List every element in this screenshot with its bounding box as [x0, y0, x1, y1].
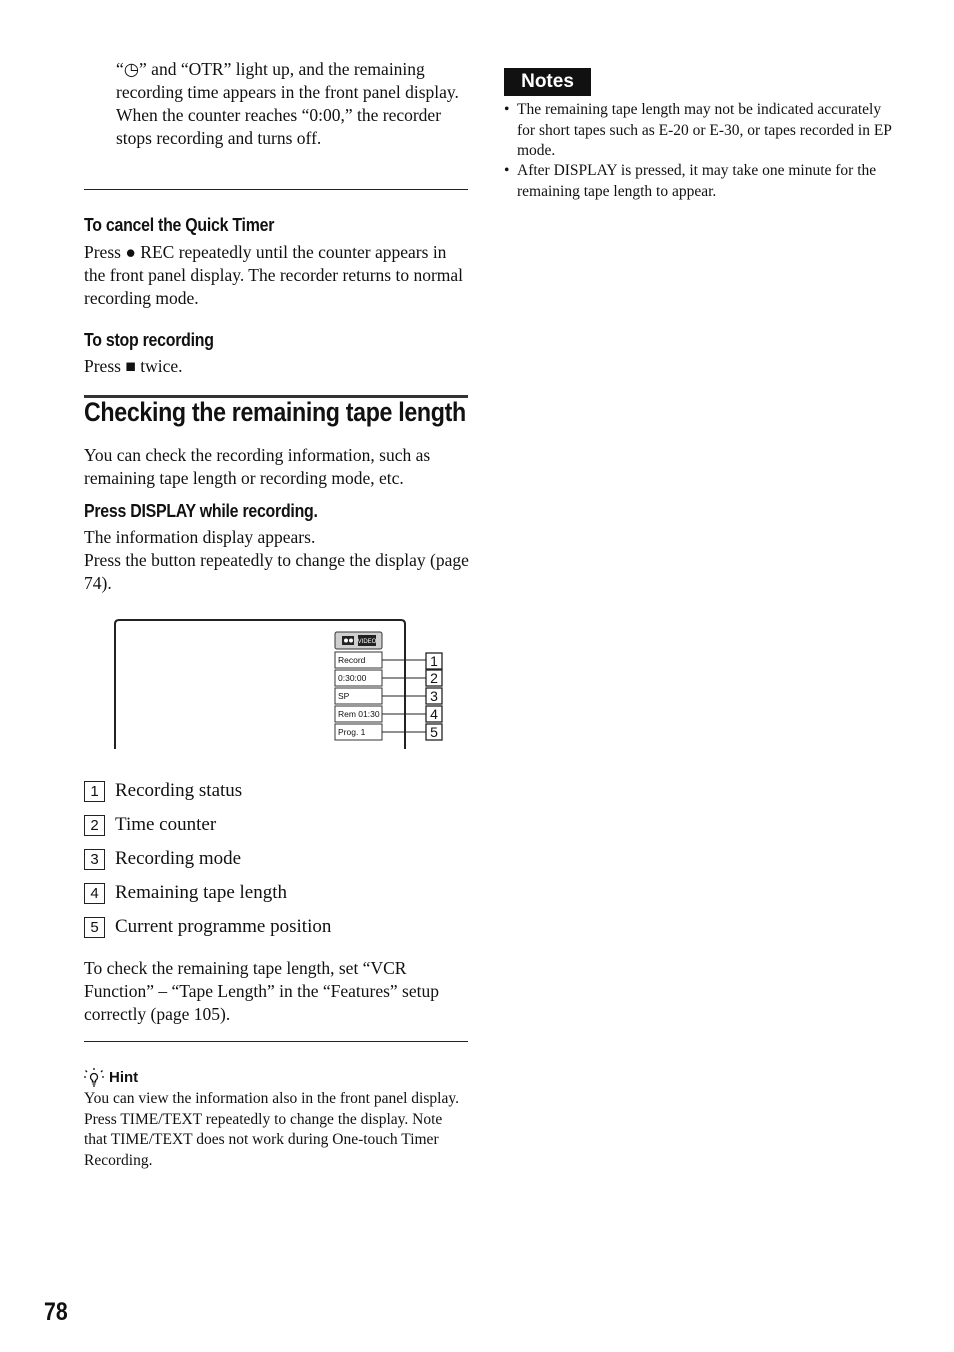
hint-header [84, 1067, 138, 1087]
rec-dot-icon: ● [125, 242, 136, 262]
bullet-icon: • [504, 101, 510, 118]
legend-label: Recording status [115, 780, 243, 801]
osd-row-text: Record [338, 655, 366, 665]
osd-rows [335, 652, 442, 740]
legend-number: 3 [84, 849, 105, 870]
page-number: 78 [44, 1298, 68, 1326]
step-line-1: The information display appears. [84, 527, 316, 547]
osd-row-text: 0:30:00 [338, 673, 367, 683]
step-line-2: Press the button repeatedly to change the display (page 74). [84, 550, 469, 593]
hint-text: You can view the information also in the front panel display. Press TIME/TEXT repeatedly to change the display. Note that TIME/TEXT does not work during One-touch Timer Recording. [84, 1090, 459, 1169]
callout-number: 5 [430, 724, 438, 740]
osd-row-text: Prog. 1 [338, 727, 366, 737]
osd-row-text: SP [338, 691, 350, 701]
section-title: Checking the remaining tape length [84, 397, 466, 427]
video-icon-label: VIDEO [357, 639, 377, 645]
bullet-icon: • [504, 162, 510, 179]
note-text: The remaining tape length may not be indicated accurately for short tapes such as E-20 or E-30, or tapes recorded in EP mode. [517, 101, 892, 159]
intro-line-2: When the counter reaches “0:00,” the recorder stops recording and turns off. [116, 105, 442, 148]
step-description [84, 526, 470, 595]
legend-item [84, 881, 287, 905]
intro-line-1: “◷” and “OTR” light up, and the remaining recording time appears in the front panel display. [116, 59, 459, 102]
section-intro: You can check the recording information, such as remaining tape length or recording mode, etc. [84, 445, 431, 488]
legend-label: Remaining tape length [115, 882, 288, 903]
stop-square-icon: ■ [125, 356, 136, 376]
legend-item [84, 813, 216, 837]
hint-divider [84, 1041, 468, 1042]
note-item [504, 100, 894, 162]
legend-number: 4 [84, 883, 105, 904]
video-mode-icon [335, 632, 382, 649]
legend-number: 5 [84, 917, 105, 938]
check-tape-length-text: To check the remaining tape length, set “VCR Function” – “Tape Length” in the “Features” setup correctly (page 105). [84, 958, 439, 1024]
divider-rule [84, 189, 468, 190]
legend-label: Current programme position [115, 916, 332, 937]
callout-number: 1 [430, 653, 438, 669]
legend-item [84, 847, 241, 871]
press-label: Press [84, 242, 121, 262]
legend-number: 2 [84, 815, 105, 836]
legend-label: Recording mode [115, 848, 242, 869]
step-heading: Press DISPLAY while recording. [84, 500, 318, 521]
legend-label: Time counter [115, 814, 217, 835]
stop-recording-heading: To stop recording [84, 329, 214, 350]
stop-recording-text [84, 355, 470, 378]
cancel-quick-timer-heading: To cancel the Quick Timer [84, 214, 275, 235]
callout-number: 4 [430, 706, 438, 722]
note-item [504, 161, 894, 202]
cancel-description: REC repeatedly until the counter appears in the front panel display. The recorder returns to normal recording mode. [84, 242, 464, 308]
callout-number: 2 [430, 670, 438, 686]
stop-description: twice. [140, 356, 183, 376]
legend-item [84, 915, 331, 939]
lightbulb-icon [84, 1067, 104, 1087]
legend-number: 1 [84, 781, 105, 802]
notes-badge: Notes [504, 68, 591, 96]
press-label: Press [84, 356, 121, 376]
info-display-illustration [110, 614, 460, 754]
cancel-quick-timer-text [84, 241, 470, 310]
hint-label: Hint [109, 1068, 139, 1086]
osd-row-text: Rem 01:30 [338, 709, 380, 719]
callout-number: 3 [430, 688, 438, 704]
intro-paragraph [116, 58, 468, 150]
note-text: After DISPLAY is pressed, it may take one minute for the remaining tape length to appear. [517, 162, 877, 200]
legend-item [84, 779, 242, 803]
